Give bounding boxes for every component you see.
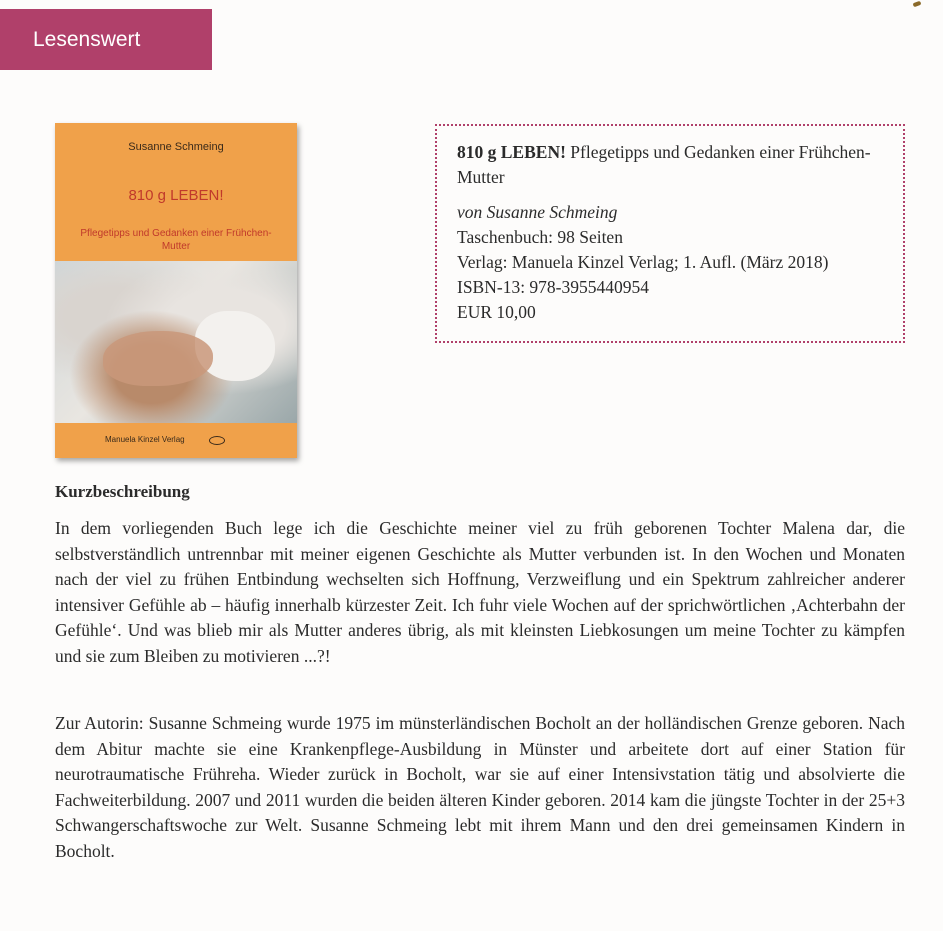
book-cover: [55, 123, 297, 458]
cover-subtitle: Pflegetipps und Gedanken einer Frühchen-Mutter: [80, 228, 272, 252]
cover-photo-baby: [103, 331, 213, 386]
cover-title: 810 g LEBEN!: [128, 187, 224, 204]
corner-mark: [913, 1, 922, 7]
book-title-rest: Pflegetipps und Gedanken einer Frühchen-Mutter: [457, 142, 871, 187]
book-title: [457, 140, 883, 190]
cover-author: Susanne Schmeing: [128, 141, 224, 153]
cover-publisher: Manuela Kinzel Verlag: [105, 435, 185, 444]
author-bio: Zur Autorin: Susanne Schmeing wurde 1975 im münsterländischen Bocholt an der holländischen Grenze geboren. Nach dem Abitur machte sie eine Krankenpflege-Ausbildung in Münster und arbeitete dort auf einer Station für neurotraumatische Frühreha. Wieder zurück in Bocholt, war sie auf einer Intensivstation tätig und absolvierte die Fachweiterbildung. 2007 und 2011 wurden die beiden älteren Kinder geboren. 2014 kam die jüngste Tochter in der 25+3 Schwangerschaftswoche zur Welt. Susanne Schmeing lebt mit ihrem Mann und den drei gemeinsamen Kindern in Bocholt.: [55, 713, 905, 861]
book-publisher: Verlag: Manuela Kinzel Verlag; 1. Aufl. (März 2018): [457, 252, 829, 272]
fish-icon: [209, 436, 225, 445]
book-format: Taschenbuch: 98 Seiten: [457, 227, 623, 247]
book-title-bold: 810 g LEBEN!: [457, 142, 566, 162]
book-author-line: von Susanne Schmeing: [457, 202, 618, 222]
description-text: In dem vorliegenden Buch lege ich die Geschichte meiner viel zu früh geborenen Tochter Malena dar, die selbstverständlich untrennbar mit meiner eigenen Geschichte als Mutter verbunden ist. In den Wochen und Monaten nach der viel zu frühen Entbindung wechselten sich Hoffnung, Verzweiflung und ein Spektrum zahlreicher anderer intensiver Gefühle ab – häufig innerhalb kürzester Zeit. Ich fuhr viele Wochen auf der sprichwörtlichen ‚Achterbahn der Gefühle‘. Und was blieb mir als Mutter anderes übrig, als mit kleinsten Liebkosungen um meine Tochter zu kämpfen und sie zum Bleiben zu motivieren ...?!: [55, 518, 905, 666]
description-heading: Kurzbeschreibung: [55, 482, 190, 501]
section-tag: Lesenswert: [0, 9, 212, 70]
book-info-box: [435, 124, 905, 343]
book-price: EUR 10,00: [457, 302, 536, 322]
cover-photo: [55, 261, 297, 423]
book-isbn: ISBN-13: 978-3955440954: [457, 277, 650, 297]
